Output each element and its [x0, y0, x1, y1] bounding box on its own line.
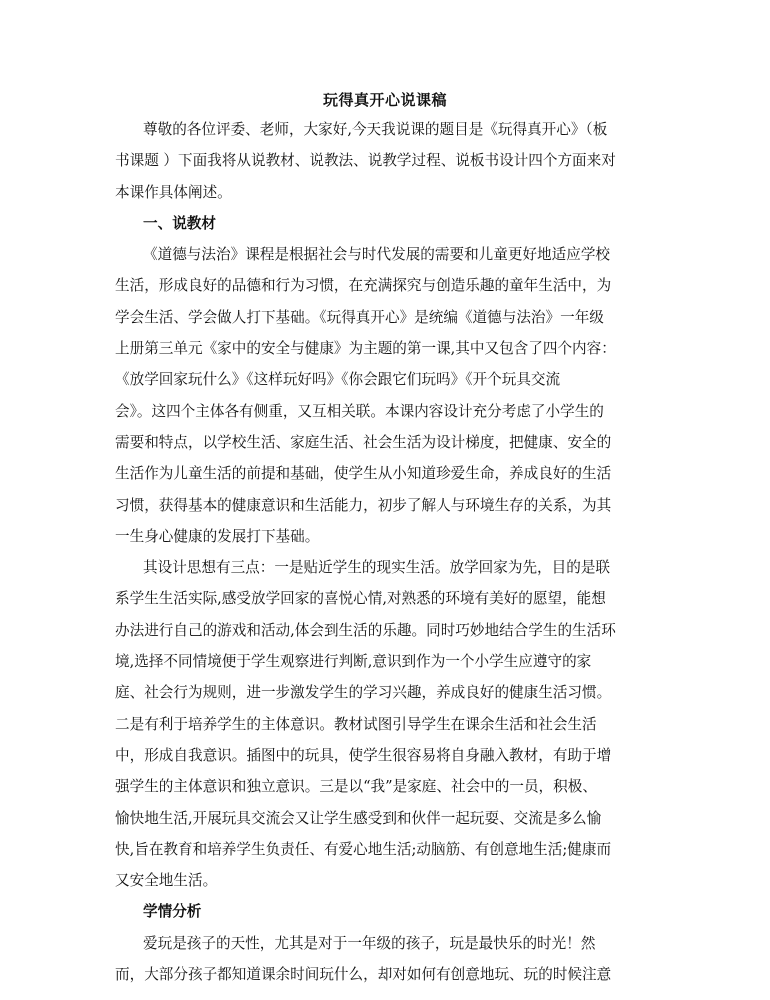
text-line: 习惯，获得基本的健康意识和生活能力，初步了解人与环境生存的关系，为其: [115, 496, 612, 514]
text-line: 《放学回家玩什么》《这样玩好吗》《你会跟它们玩吗》《开个玩具交流: [115, 371, 561, 389]
text-line: 生活作为儿童生活的前提和基础，使学生从小知道珍爱生命，养成良好的生活: [115, 465, 612, 483]
document-body: [115, 114, 660, 990]
text-line: 本课作具体阐述。: [115, 183, 232, 201]
document-title: 玩得真开心说课稿: [322, 91, 447, 109]
text-line: 学会生活、学会做人打下基础。《玩得真开心》是统编《道德与法治》一年级: [115, 308, 604, 326]
text-line: 上册第三单元《家中的安全与健康》为主题的第一课,其中又包含了四个内容：: [115, 340, 616, 358]
text-line: 生活，形成良好的品德和行为习惯，在充满探究与创造乐趣的童年生活中，为: [115, 277, 612, 295]
text-line: 其设计思想有三点：一是贴近学生的现实生活。放学回家为先，目的是联: [143, 559, 611, 577]
text-line: 系学生生活实际,感受放学回家的喜悦心情,对熟悉的环境有美好的愿望，能想: [115, 590, 606, 608]
section-heading: 一、说教材: [143, 214, 216, 232]
text-line: 办法进行自己的游戏和活动,体会到生活的乐趣。同时巧妙地结合学生的生活环: [115, 621, 616, 639]
text-line: 愉快地生活,开展玩具交流会又让学生感受到和伙伴一起玩耍、交流是多么愉: [115, 809, 602, 827]
text-line: 《道德与法治》课程是根据社会与时代发展的需要和儿童更好地适应学校: [143, 246, 611, 264]
text-line: 中，形成自我意识。插图中的玩具，使学生很容易将自身融入教材，有助于增: [115, 746, 612, 764]
text-line: 二是有利于培养学生的主体意识。教材试图引导学生在课余生活和社会生活: [115, 715, 597, 733]
text-line: 庭、社会行为规则，进一步激发学生的学习兴趣，养成良好的健康生活习惯。: [115, 684, 612, 702]
text-line: 一生身心健康的发展打下基础。: [115, 527, 320, 545]
text-line: 境,选择不同情境便于学生观察进行判断,意识到作为一个小学生应遵守的家: [115, 653, 592, 671]
text-line: 快,旨在教育和培养学生负责任、有爱心地生活;动脑筋、有创意地生活;健康而: [115, 840, 612, 858]
text-line: 爱玩是孩子的天性，尤其是对于一年级的孩子，玩是最快乐的时光！然: [143, 934, 596, 952]
section-heading: 学情分析: [143, 903, 202, 921]
text-line: 尊敬的各位评委、老师，大家好,今天我说课的题目是《玩得真开心》（板: [143, 121, 608, 138]
text-line: 会》。这四个主体各有侧重，又互相关联。本课内容设计充分考虑了小学生的: [115, 402, 604, 420]
text-line: 强学生的主体意识和独立意识。三是以“我”是家庭、社会中的一员，积极、: [115, 778, 597, 796]
text-line: 而，大部分孩子都知道课余时间玩什么，却对如何有创意地玩、玩的时候注意: [115, 966, 612, 984]
text-line: 又安全地生活。: [115, 872, 218, 890]
text-line: 需要和特点，以学校生活、家庭生活、社会生活为设计梯度，把健康、安全的: [115, 433, 612, 451]
text-line: 书课题 ）下面我将从说教材、说教法、说教学过程、说板书设计四个方面来对: [115, 152, 616, 170]
